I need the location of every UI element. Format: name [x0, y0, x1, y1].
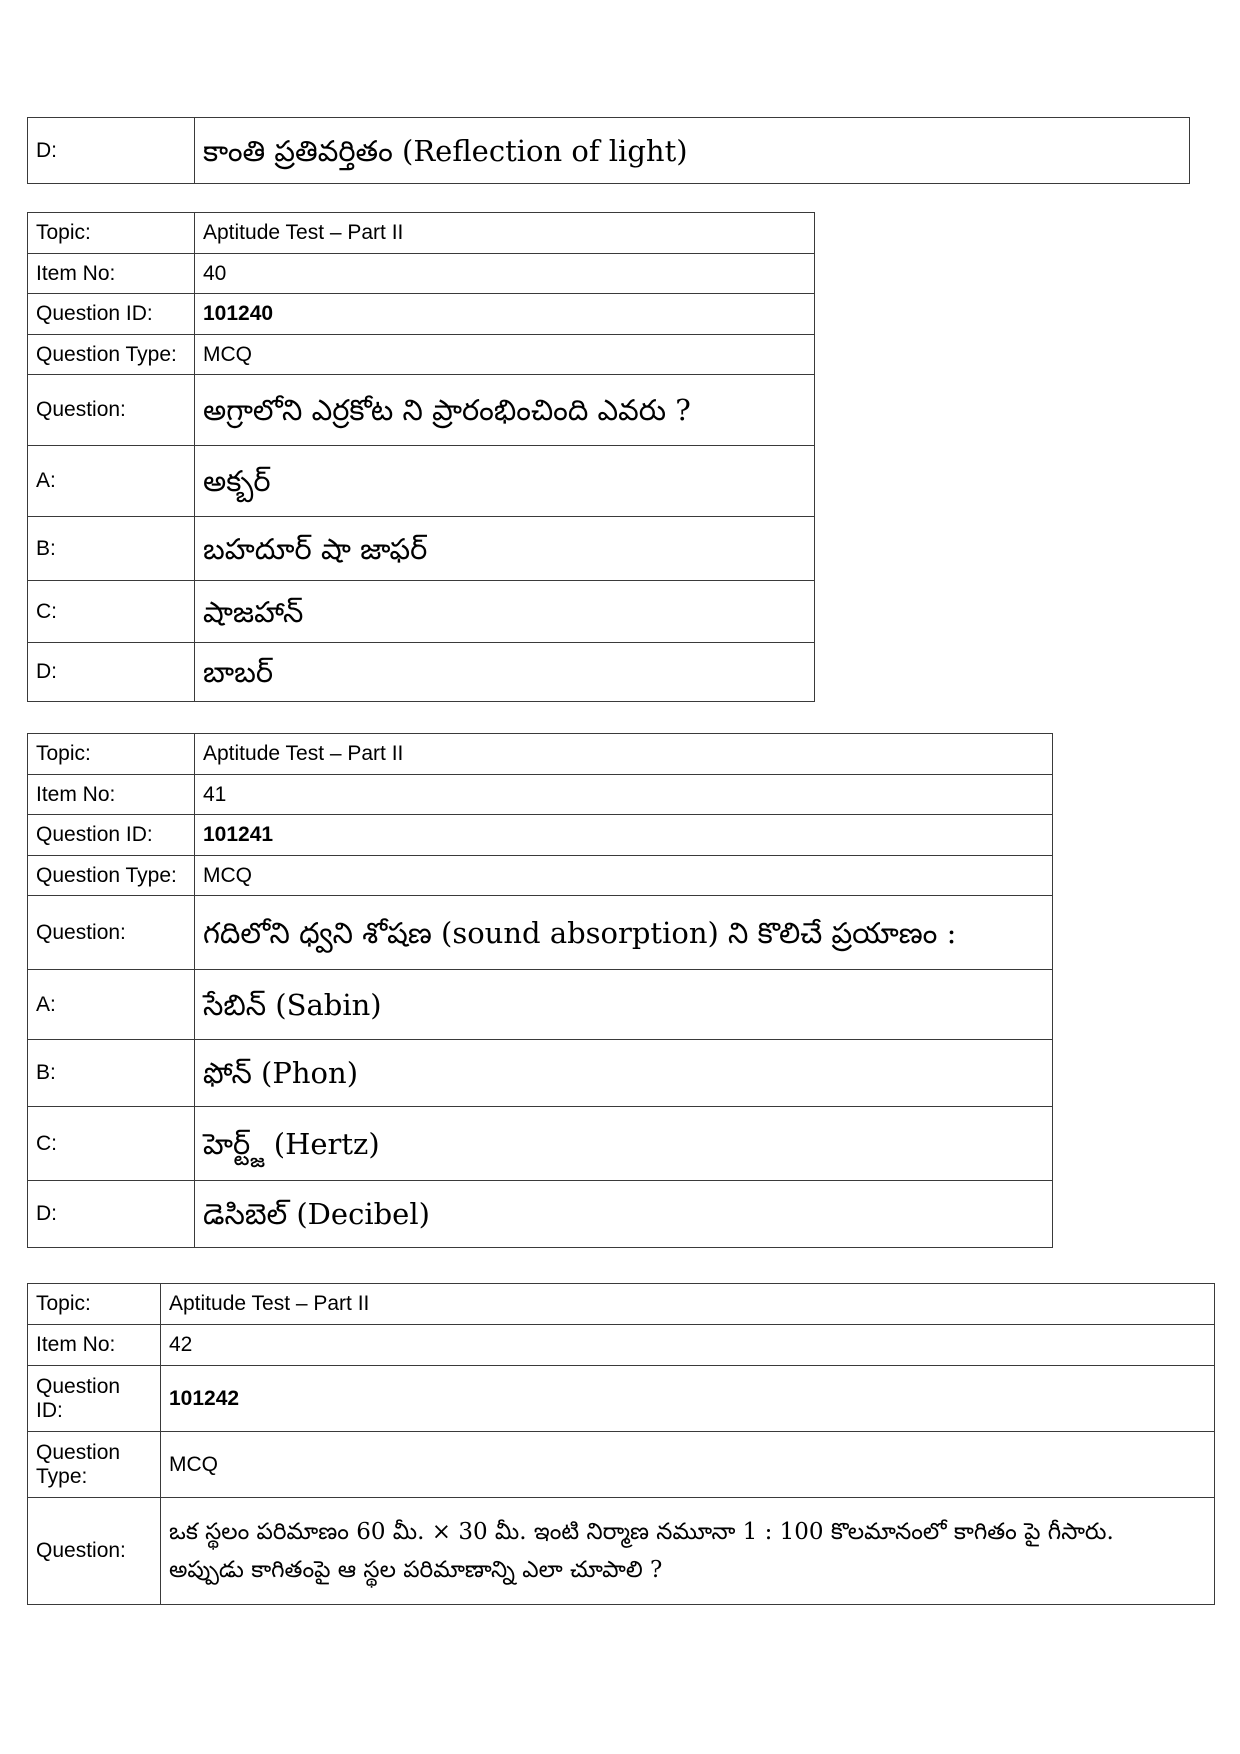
option-d-value: బాబర్ [195, 643, 815, 702]
option-b-value: ఫోన్ (Phon) [195, 1040, 1053, 1107]
option-a-label: A: [28, 970, 195, 1040]
item-no-value: 42 [161, 1325, 1215, 1366]
topic-label: Topic: [28, 213, 195, 254]
option-b-label: B: [28, 517, 195, 581]
question-text-line1: ఒక స్థలం పరిమాణం 60 మీ. × 30 మీ. ఇంటి నిర్మాణ నమూనా 1 : 100 కొలమానంలో కాగితం పై గీసారు. [169, 1519, 1114, 1545]
question-label: Question: [28, 896, 195, 970]
question-table-40 [27, 212, 815, 702]
topic-value: Aptitude Test – Part II [161, 1284, 1215, 1325]
question-id-value: 101241 [195, 815, 1053, 856]
topic-label: Topic: [28, 1284, 161, 1325]
question-id-label: Question ID: [28, 294, 195, 335]
option-c-label: C: [28, 581, 195, 643]
option-a-value: అక్బర్ [195, 446, 815, 517]
option-a-label: A: [28, 446, 195, 517]
item-no-value: 41 [195, 775, 1053, 815]
question-text [161, 1498, 1215, 1605]
question-text: అగ్రాలోని ఎర్రకోట ని ప్రారంభించింది ఎవరు ? [195, 375, 815, 446]
question-type-label-line1: Question [36, 1440, 121, 1464]
item-no-label: Item No: [28, 1325, 161, 1366]
option-c-label: C: [28, 1107, 195, 1181]
option-c-value: షాజహాన్ [195, 581, 815, 643]
question-type-label [28, 1432, 161, 1498]
question-type-value: MCQ [195, 335, 815, 375]
option-b-value: బహదూర్ షా జాఫర్ [195, 517, 815, 581]
option-b-label: B: [28, 1040, 195, 1107]
prev-question-tail [27, 117, 1190, 184]
question-type-value: MCQ [195, 856, 1053, 896]
question-type-label: Question Type: [28, 856, 195, 896]
option-c-value: హెర్ట్జ్ (Hertz) [195, 1107, 1053, 1181]
question-type-value: MCQ [161, 1432, 1215, 1498]
topic-label: Topic: [28, 734, 195, 775]
question-table-41 [27, 733, 1053, 1248]
question-id-label [28, 1366, 161, 1432]
item-no-label: Item No: [28, 775, 195, 815]
question-id-label: Question ID: [28, 815, 195, 856]
topic-value: Aptitude Test – Part II [195, 734, 1053, 775]
question-type-label-line2: Type: [36, 1464, 88, 1488]
question-text-line2: అప్పుడు కాగితంపై ఆ స్థల పరిమాణాన్ని ఎలా చూపాలి ? [169, 1557, 663, 1583]
question-label: Question: [28, 375, 195, 446]
option-d-value: కాంతి ప్రతివర్తితం (Reflection of light) [195, 118, 1190, 184]
question-id-label-line1: Question [36, 1374, 121, 1398]
option-d-label: D: [28, 643, 195, 702]
question-table-42 [27, 1283, 1215, 1605]
topic-value: Aptitude Test – Part II [195, 213, 815, 254]
item-no-label: Item No: [28, 254, 195, 294]
option-d-value: డెసిబెల్ (Decibel) [195, 1181, 1053, 1248]
option-d-label: D: [28, 118, 195, 184]
option-d-label: D: [28, 1181, 195, 1248]
question-label: Question: [28, 1498, 161, 1605]
question-text: గదిలోని ధ్వని శోషణ (sound absorption) ని కొలిచే ప్రయాణం : [195, 896, 1053, 970]
item-no-value: 40 [195, 254, 815, 294]
question-id-value: 101242 [161, 1366, 1215, 1432]
question-id-value: 101240 [195, 294, 815, 335]
question-id-label-line2: ID: [36, 1398, 63, 1422]
option-a-value: సేబిన్ (Sabin) [195, 970, 1053, 1040]
question-type-label: Question Type: [28, 335, 195, 375]
